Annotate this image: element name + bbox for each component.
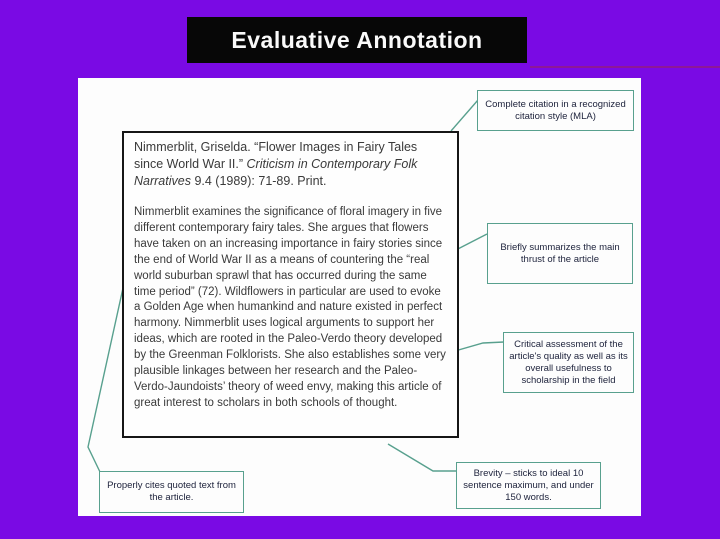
citation-issue-pages: 9.4 (1989): 71-89. Print. bbox=[190, 174, 327, 188]
callout-quoting bbox=[99, 471, 244, 513]
callout-critical-assessment bbox=[503, 332, 634, 393]
callout-text: Complete citation in a recognized citation style (MLA) bbox=[485, 98, 626, 122]
annotation-body: Nimmerblit examines the significance of floral imagery in five different contemporary fairy tales. She argues that flowers have taken on an increasing importance in fairy stories since the end of World War II as a means of countering the “real world suburban sprawl that has occurred during the same time period” (72). Wildflowers in particular are used to evoke a Golden Age when humankind and nature existed in perfect harmony. Nimmerblit uses logical arguments to support her ideas, which are rooted in the Paleo-Verdo theory developed by the Greenman Folklorists. She also establishes some very plausible linkages between her research and the Paleo-Verdo-Jaundoists’ theory of weed envy, making this article of great interest to scholars in both schools of thought. bbox=[134, 206, 446, 409]
citation-author-title: Nimmerblit, Griselda. “Flower Images in Fairy Tales since World War II.” bbox=[134, 140, 418, 171]
callout-summary bbox=[487, 223, 633, 284]
callout-brevity bbox=[456, 462, 601, 509]
callout-citation-style bbox=[477, 90, 634, 131]
citation-journal-italic: Criticism in Contemporary Folk Narratives bbox=[134, 157, 418, 188]
callout-text: Critical assessment of the article's quality as well as its overall usefulness to scholarship in the field bbox=[509, 338, 628, 386]
citation bbox=[134, 139, 447, 190]
callout-text: Brevity – sticks to ideal 10 sentence maximum, and under 150 words. bbox=[463, 467, 594, 503]
annotation-block bbox=[122, 131, 459, 438]
callout-text: Briefly summarizes the main thrust of the article bbox=[500, 241, 620, 265]
callout-text: Properly cites quoted text from the article. bbox=[107, 480, 236, 503]
page-title: Evaluative Annotation bbox=[231, 26, 483, 53]
title-banner bbox=[187, 17, 527, 63]
